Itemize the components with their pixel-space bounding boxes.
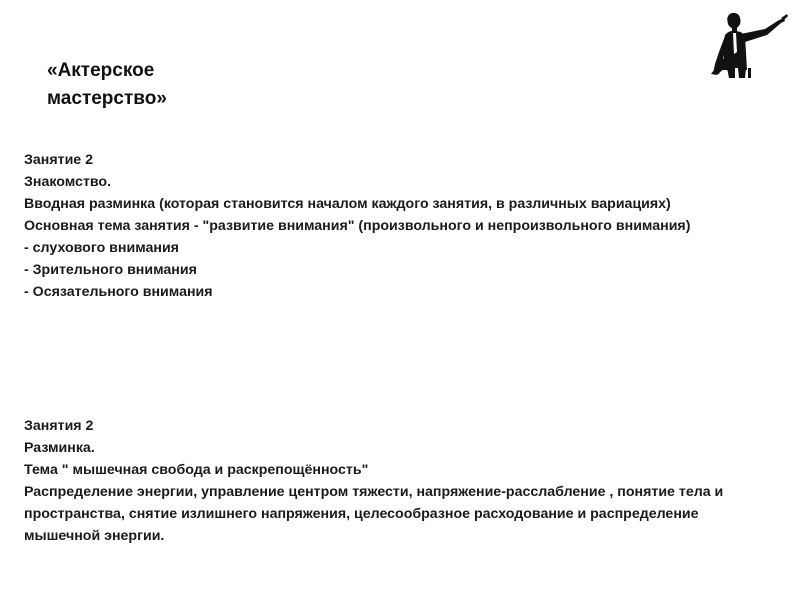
lesson-1-line: Знакомство. [24,174,112,190]
lesson-2-section [24,415,764,547]
lesson-2-line: Распределение энергии, управление центром тяжести, напряжение-расслабление , понятие тела и пространства, снятие излишнего напряжения, целесообразное расходование и распределение мышечной энергии. [24,484,724,544]
lesson-1-line: - Зрительного внимания [24,262,197,278]
performer-silhouette-icon [705,8,791,78]
page-title [47,57,307,113]
lesson-2-line: Занятия 2 [24,418,94,434]
lesson-1-line: - слухового внимания [24,240,179,256]
lesson-2-line: Разминка. [24,440,95,456]
title-line-1: «Актерское [47,60,155,81]
lesson-1-line: Занятие 2 [24,152,94,168]
title-line-2: мастерство» [47,88,167,109]
lesson-1-line: - Осязательного внимания [24,284,213,300]
lesson-2-line: Тема " мышечная свобода и раскрепощённость" [24,462,369,478]
lesson-1-line: Основная тема занятия - "развитие внимания" (произвольного и непроизвольного внимания) [24,218,691,234]
lesson-1-section [24,149,764,303]
lesson-1-line: Вводная разминка (которая становится началом каждого занятия, в различных вариациях) [24,196,671,212]
